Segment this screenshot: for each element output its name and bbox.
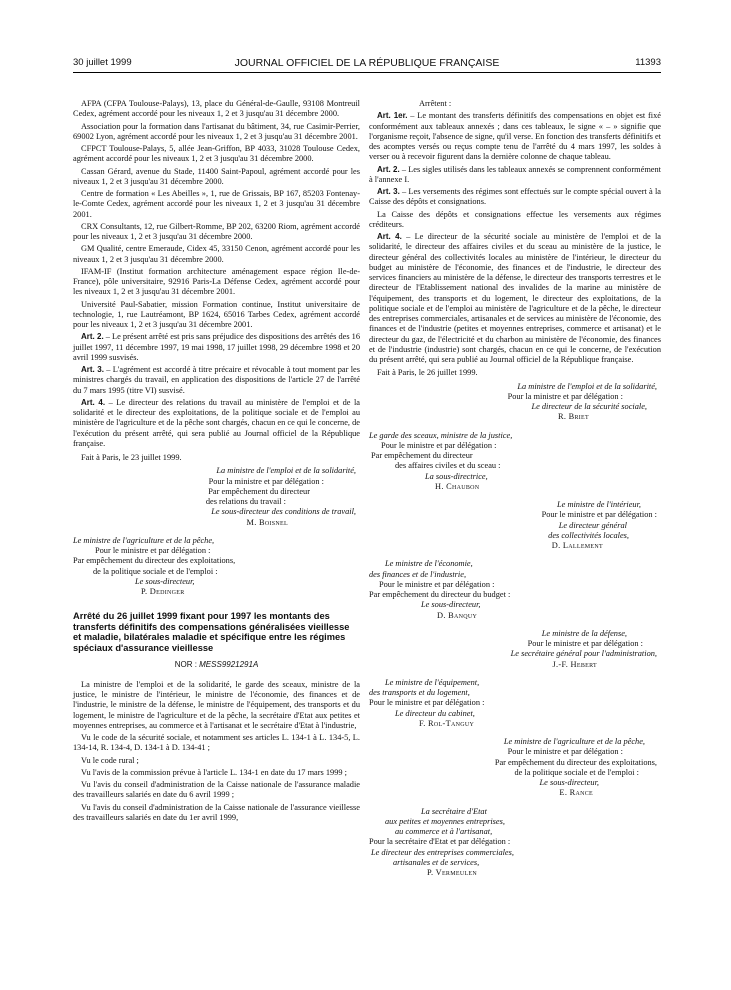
article-label: Art. 4. <box>377 232 402 241</box>
sig-line: Le sous-directeur des conditions de travail, <box>211 507 356 517</box>
sig-line: La ministre de l'emploi et de la solidarité, <box>517 381 657 391</box>
nor-reference <box>73 660 360 670</box>
article-text: – Le directeur de la sécurité sociale au ministère de l'emploi et de la solidarité, le directeur des affaires civiles et du sceau au ministère de la justice, le directeur général des collectivités locales au ministère de l'intérieur, le directeur du budget au ministère de l'économie, des finances et de l'industrie, le directeur des services financiers au ministère de la défense, le directeur des transports terrestres et le directeur de l'Etablissement national des invalides de la marine au ministère de l'équipement, des transports et du logement, le directeur des exploitations, de la politique sociale et de l'emploi au ministère de l'agriculture et de la pêche, le directeur des entreprises commerciales, artisanales et de services au ministère de l'économie, des finances et de l'industrie (petites et moyennes entreprises, commerce et artisanat) et le directeur du gaz, de l'électricité et du charbon au ministère de l'économie, des finances et de l'industrie (industrie) sont chargés, chacun en ce qui le concerne, de l'exécution du présent arrêté, qui sera publié au Journal officiel de la République française. <box>369 232 661 364</box>
entry-paragraph: Cassan Gérard, avenue du Stade, 11400 Saint-Papoul, agrément accordé pour les niveaux 1, 2 et 3 jusqu'au 31 décembre 2000. <box>73 166 360 186</box>
article-text: – Le montant des transferts définitifs des compensations en objet est fixé conformément aux tableaux annexés ; dans ces tableaux, le signe « – » signifie que l'organisme reçoit, l'absence de signe, qu'il verse. En fonction des transferts définitifs et des acomptes versés ou reçus compte tenu de l'arrêté du 4 mars 1997, les soldes à verser ou à recevoir figurent dans la dernière colonne de chaque tableau. <box>369 111 662 162</box>
signatory-name: E. Rance <box>559 788 593 798</box>
decree-title: Arrêté du 26 juillet 1999 fixant pour 1997 les montants des transferts définitifs des compensations généralisées vieillesse et maladie, bilatérales maladie et spécifique entre les régimes spéciaux d'assurance vieillesse <box>73 611 350 654</box>
sig-line: Par empêchement du directeur <box>371 451 473 460</box>
article-label: Art. 3. <box>377 187 400 196</box>
fait-a-paris: Fait à Paris, le 26 juillet 1999. <box>377 368 478 378</box>
sig-line: Le directeur du cabinet, <box>395 708 475 718</box>
sig-line: Par empêchement du directeur du budget : <box>369 590 511 599</box>
sig-line: au commerce et à l'artisanat, <box>395 827 493 836</box>
sig-line: Le ministre de l'agriculture et de la pêche, <box>503 737 645 746</box>
article-paragraph <box>369 165 661 186</box>
sig-line: Pour la ministre et par délégation : <box>507 391 623 401</box>
sig-line: La secrétaire d'Etat <box>421 806 487 816</box>
article-paragraph <box>73 398 360 449</box>
article-paragraph: La Caisse des dépôts et consignations effectue les versements aux régimes créditeurs. <box>369 209 661 229</box>
article-paragraph <box>73 365 360 396</box>
entry-paragraph: Université Paul-Sabatier, mission Formation continue, Institut universitaire de technologie, 1, rue Lautréamont, BP 1624, 65016 Tarbes Cedex, agrément accordé pour les niveaux 1, 2 et 3 jusqu'au 31 décembre 2001. <box>73 299 360 329</box>
entry-paragraph: IFAM-IF (Institut formation architecture aménagement espace région Ile-de-France), pôle universitaire, 92916 Paris-La Défense Cedex, agrément accordé pour les niveaux 1, 2 et 3 jusqu'au 31 décembre 2001. <box>73 266 360 297</box>
sig-line: des affaires civiles et du sceau : <box>395 461 501 471</box>
preamble-paragraph: Vu l'avis du conseil d'administration de la Caisse nationale de l'assurance maladie des travailleurs salariés en date du 6 avril 1999 ; <box>73 780 360 800</box>
journal-title: JOURNAL OFFICIEL DE LA RÉPUBLIQUE FRANÇAISE <box>234 57 500 69</box>
issue-date: 30 juillet 1999 <box>73 57 132 68</box>
sig-line: Par empêchement du directeur des exploitations, <box>73 556 236 566</box>
sig-line: Pour la ministre et par délégation : <box>208 476 324 486</box>
entry-paragraph: AFPA (CFPA Toulouse-Palays), 13, place du Général-de-Gaulle, 93108 Montreuil Cedex, agrément accordé pour les niveaux 1, 2 et 3 jusqu'au 31 décembre 2000. <box>73 99 360 119</box>
signature-block <box>369 500 661 551</box>
article-label: Art. 2. <box>377 164 400 174</box>
sig-line: de la politique sociale et de l'emploi : <box>514 767 639 777</box>
signature-block <box>369 431 661 493</box>
sig-line: Le directeur des entreprises commerciales, <box>371 847 514 857</box>
signatory-name: J.-F. Hebert <box>552 659 597 669</box>
header-rule <box>73 72 661 73</box>
article-text: – L'agrément est accordé à titre précaire et révocable à tout moment par les ministres chargés du travail, en application des dispositions de l'article 27 de l'arrêté du 7 mars 1995 (titre VI) susvisé. <box>73 365 360 395</box>
sig-line: des collectivités locales, <box>548 530 629 540</box>
sig-line: La sous-directrice, <box>425 471 488 481</box>
preamble-paragraph: Vu l'avis de la commission prévue à l'article L. 134-1 en date du 17 mars 1999 ; <box>81 767 347 777</box>
left-column <box>73 99 360 825</box>
sig-line: Le directeur de la sécurité sociale, <box>531 402 647 411</box>
sig-line: des transports et du logement, <box>369 688 470 697</box>
sig-line: aux petites et moyennes entreprises, <box>385 816 505 826</box>
preamble-paragraph: La ministre de l'emploi et de la solidarité, le garde des sceaux, ministre de la justice, le ministre de l'intérieur, le ministre de l'économie, des finances et de l'industrie, le ministre de la défense, le ministre de l'équipement, des transports et du logement, le ministre de l'agriculture et de la pêche, la secrétaire d'Etat aux petites et moyennes entreprises, au commerce et à l'artisanat et le secrétaire d'Etat à l'industrie, <box>73 679 360 730</box>
signatory-name: D. Banquy <box>437 610 478 620</box>
sig-line: Le garde des sceaux, ministre de la justice, <box>369 430 513 440</box>
right-column <box>369 99 661 886</box>
sig-line: Par empêchement du directeur <box>208 486 310 496</box>
article-text: – Les sigles utilisés dans les tableaux annexés se comprennent conformément à l'annexe I. <box>369 164 662 184</box>
article-label: Art. 3. <box>81 365 104 374</box>
sig-line: Le ministre de la défense, <box>541 628 627 638</box>
article-label: Art. 2. <box>81 332 104 342</box>
signatory-name: F. Rol-Tanguy <box>419 718 475 728</box>
sig-line: Pour le ministre et par délégation : <box>527 639 643 648</box>
signature-block <box>73 466 360 528</box>
signature-block <box>369 559 661 621</box>
arretent: Arrêtent : <box>419 99 452 108</box>
signatory-name: P. Vermeulen <box>427 868 478 877</box>
sig-line: Pour le ministre et par délégation : <box>379 579 495 589</box>
fait-a-paris: Fait à Paris, le 23 juillet 1999. <box>81 453 182 462</box>
article-text: – Les versements des régimes sont effectués sur le compte spécial ouvert à la Caisse des dépôts et consignations. <box>369 187 662 207</box>
entry-paragraph: Centre de formation « Les Abeilles », 1, rue de Grissais, BP 167, 85203 Fontenay-le-Comte Cedex, agrément accordé pour les niveaux 1, 2 et 3 jusqu'au 31 décembre 2001. <box>73 189 360 219</box>
page-number: 11393 <box>635 57 661 68</box>
sig-line: La ministre de l'emploi et de la solidarité, <box>216 466 356 476</box>
article-paragraph <box>369 111 661 162</box>
sig-line: Pour la secrétaire d'Etat et par délégation : <box>369 837 511 847</box>
signatory-name: D. Lallement <box>551 541 603 550</box>
article-paragraph <box>369 187 661 208</box>
sig-line: Pour le ministre et par délégation : <box>95 546 211 555</box>
sig-line: des finances et de l'industrie, <box>369 569 467 579</box>
signatory-name: P. Dedinger <box>141 587 185 596</box>
sig-line: Le ministre de l'agriculture et de la pêche, <box>73 535 215 545</box>
sig-line: Le ministre de l'équipement, <box>385 677 480 687</box>
signatory-name: R. Briet <box>557 412 589 422</box>
article-paragraph <box>369 232 661 365</box>
signatory-name: H. Chaubon <box>435 481 480 491</box>
nor-code: MESS9921291A <box>199 659 259 669</box>
entry-paragraph: CFPCT Toulouse-Palays, 5, allée Jean-Griffon, BP 4033, 31028 Toulouse Cedex, agrément accordé pour les niveaux 1, 2 et 3 jusqu'au 31 décembre 2000. <box>73 144 360 164</box>
signature-block <box>369 737 661 799</box>
preamble-paragraph: Vu le code de la sécurité sociale, et notamment ses articles L. 134-1 à L. 134-5, L. 134-14, R. 134-4, D. 134-1 à D. 134-41 ; <box>73 733 360 753</box>
article-text: – Le présent arrêté est pris sans préjudice des dispositions des arrêtés des 16 juillet 1997, 11 décembre 1997, 19 mai 1998, 17 juillet 1998, 29 décembre 1998 et 20 avril 1999 susvisés. <box>73 332 361 362</box>
signature-block <box>369 807 661 879</box>
sig-line: Le secrétaire général pour l'administration, <box>510 649 657 659</box>
signature-block <box>369 382 661 423</box>
sig-line: Le sous-directeur, <box>539 778 599 787</box>
sig-line: Par empêchement du directeur des exploitations, <box>494 757 657 767</box>
sig-line: de la politique sociale et de l'emploi : <box>93 566 218 576</box>
signatory-name: M. Boisnel <box>246 517 288 527</box>
article-label: Art. 1er. <box>377 111 408 121</box>
preamble-paragraph: Vu le code rural ; <box>81 755 139 765</box>
sig-line: artisanales et de services, <box>393 857 480 867</box>
nor-label: NOR : <box>174 659 200 669</box>
sig-line: Le ministre de l'économie, <box>385 559 473 569</box>
sig-line: Le sous-directeur, <box>421 600 481 610</box>
sig-line: Pour le ministre et par délégation : <box>369 698 485 708</box>
page-header <box>73 57 661 71</box>
entry-paragraph: Association pour la formation dans l'artisanat du bâtiment, 34, rue Casimir-Perrier, 69002 Lyon, agrément accordé pour les niveaux 1, 2 et 3 jusqu'au 31 décembre 2001. <box>73 121 360 141</box>
signature-block <box>369 678 661 729</box>
sig-line: Pour le ministre et par délégation : <box>381 440 497 450</box>
preamble-paragraph: Vu l'avis du conseil d'administration de la Caisse nationale de l'assurance vieillesse des travailleurs salariés en date du 1er avril 1999, <box>73 802 360 822</box>
sig-line: Pour le ministre et par délégation : <box>507 747 623 757</box>
sig-line: Pour le ministre et par délégation : <box>541 510 657 520</box>
article-text: – Le directeur des relations du travail au ministère de l'emploi et de la solidarité et le directeur des exploitations, de la politique sociale et de l'emploi au ministère de l'agriculture et de la pêche sont chargés, chacun en ce qui le concerne, de l'exécution du présent arrêté, qui sera publié au Journal officiel de la République française. <box>73 397 360 448</box>
sig-line: Le ministre de l'intérieur, <box>557 500 641 509</box>
signature-block <box>73 536 360 598</box>
article-label: Art. 4. <box>81 397 106 407</box>
sig-line: Le directeur général <box>558 520 627 530</box>
signature-block <box>369 629 661 670</box>
sig-line: des relations du travail : <box>205 497 286 506</box>
entry-paragraph: CRX Consultants, 12, rue Gilbert-Romme, BP 202, 63200 Riom, agrément accordé pour les niveaux 1, 2 et 3 jusqu'au 31 décembre 2000. <box>73 221 360 241</box>
sig-line: Le sous-directeur, <box>135 576 195 586</box>
entry-paragraph: GM Qualité, centre Emeraude, Cidex 45, 33150 Cenon, agrément accordé pour les niveaux 1, 2 et 3 jusqu'au 31 décembre 2000. <box>73 244 360 264</box>
article-paragraph <box>73 332 360 363</box>
